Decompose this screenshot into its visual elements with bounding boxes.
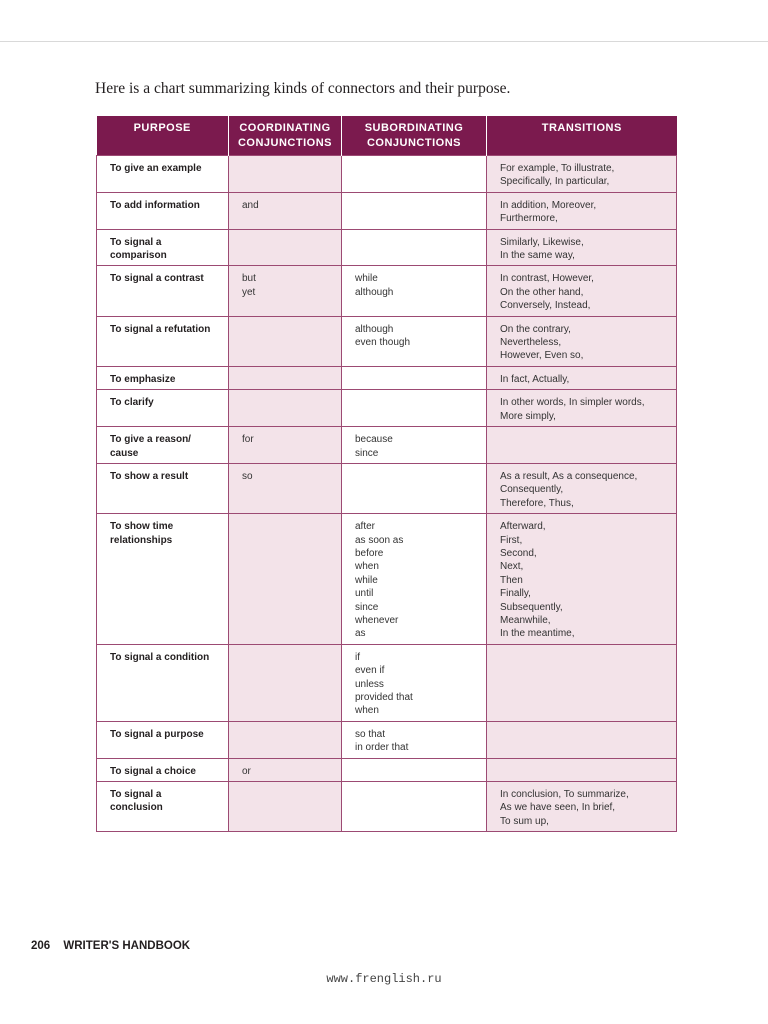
cell-purpose: To show a result: [97, 463, 229, 513]
table-row: [97, 644, 677, 721]
cell-transitions: For example, To illustrate, Specifically, In particular,: [487, 156, 677, 193]
table-row: [97, 229, 677, 266]
table-row: [97, 266, 677, 316]
cell-purpose: To show time relationships: [97, 514, 229, 645]
cell-transitions: In contrast, However, On the other hand, Conversely, Instead,: [487, 266, 677, 316]
cell-transitions: [487, 427, 677, 464]
cell-subordinating: while although: [342, 266, 487, 316]
cell-subordinating: [342, 782, 487, 832]
cell-purpose: To signal a condition: [97, 644, 229, 721]
cell-purpose: To signal a conclusion: [97, 782, 229, 832]
cell-purpose: To signal a contrast: [97, 266, 229, 316]
cell-subordinating: [342, 758, 487, 781]
cell-purpose: To add information: [97, 192, 229, 229]
cell-purpose: To emphasize: [97, 366, 229, 389]
cell-transitions: In addition, Moreover, Furthermore,: [487, 192, 677, 229]
intro-text: Here is a chart summarizing kinds of connectors and their purpose.: [95, 80, 511, 97]
cell-purpose: To give an example: [97, 156, 229, 193]
cell-coordinating: [229, 782, 342, 832]
cell-transitions: Similarly, Likewise, In the same way,: [487, 229, 677, 266]
cell-subordinating: [342, 463, 487, 513]
cell-purpose: To signal a choice: [97, 758, 229, 781]
table-row: [97, 463, 677, 513]
table-row: [97, 156, 677, 193]
table-row: [97, 721, 677, 758]
cell-transitions: Afterward, First, Second, Next, Then Finally, Subsequently, Meanwhile, In the meantime,: [487, 514, 677, 645]
header-subordinating: SUBORDINATING CONJUNCTIONS: [342, 116, 487, 156]
watermark: www.frenglish.ru: [326, 972, 442, 986]
cell-coordinating: for: [229, 427, 342, 464]
cell-purpose: To signal a purpose: [97, 721, 229, 758]
table-row: [97, 192, 677, 229]
header-purpose: PURPOSE: [97, 116, 229, 156]
cell-purpose: To give a reason/ cause: [97, 427, 229, 464]
cell-coordinating: [229, 721, 342, 758]
cell-purpose: To signal a comparison: [97, 229, 229, 266]
cell-coordinating: [229, 316, 342, 366]
table-row: [97, 758, 677, 781]
cell-coordinating: so: [229, 463, 342, 513]
table-row: [97, 390, 677, 427]
cell-purpose: To signal a refutation: [97, 316, 229, 366]
cell-transitions: [487, 758, 677, 781]
header-transitions: TRANSITIONS: [487, 116, 677, 156]
cell-coordinating: and: [229, 192, 342, 229]
cell-transitions: On the contrary, Nevertheless, However, Even so,: [487, 316, 677, 366]
cell-transitions: In fact, Actually,: [487, 366, 677, 389]
table-row: [97, 316, 677, 366]
page-number: 206: [31, 940, 51, 952]
table-body: [97, 156, 677, 832]
cell-coordinating: [229, 514, 342, 645]
cell-coordinating: [229, 644, 342, 721]
cell-transitions: As a result, As a consequence, Consequently, Therefore, Thus,: [487, 463, 677, 513]
table-row: [97, 366, 677, 389]
cell-subordinating: if even if unless provided that when: [342, 644, 487, 721]
cell-purpose: To clarify: [97, 390, 229, 427]
cell-subordinating: [342, 366, 487, 389]
cell-subordinating: so that in order that: [342, 721, 487, 758]
header-coordinating: COORDINATING CONJUNCTIONS: [229, 116, 342, 156]
cell-subordinating: [342, 192, 487, 229]
connectors-table: [96, 116, 677, 832]
cell-transitions: [487, 721, 677, 758]
cell-transitions: In conclusion, To summarize, As we have seen, In brief, To sum up,: [487, 782, 677, 832]
top-rule: [0, 41, 768, 42]
cell-subordinating: [342, 156, 487, 193]
cell-subordinating: because since: [342, 427, 487, 464]
cell-coordinating: [229, 156, 342, 193]
cell-subordinating: after as soon as before when while until since whenever as: [342, 514, 487, 645]
cell-transitions: In other words, In simpler words, More simply,: [487, 390, 677, 427]
cell-coordinating: but yet: [229, 266, 342, 316]
cell-coordinating: [229, 390, 342, 427]
cell-coordinating: [229, 366, 342, 389]
cell-subordinating: [342, 229, 487, 266]
table-row: [97, 427, 677, 464]
book-title: WRITER'S HANDBOOK: [63, 940, 191, 952]
cell-transitions: [487, 644, 677, 721]
cell-subordinating: [342, 390, 487, 427]
table-row: [97, 782, 677, 832]
page-footer: [31, 940, 190, 952]
cell-coordinating: or: [229, 758, 342, 781]
table-row: [97, 514, 677, 645]
cell-subordinating: although even though: [342, 316, 487, 366]
cell-coordinating: [229, 229, 342, 266]
table-header-row: [97, 116, 677, 156]
